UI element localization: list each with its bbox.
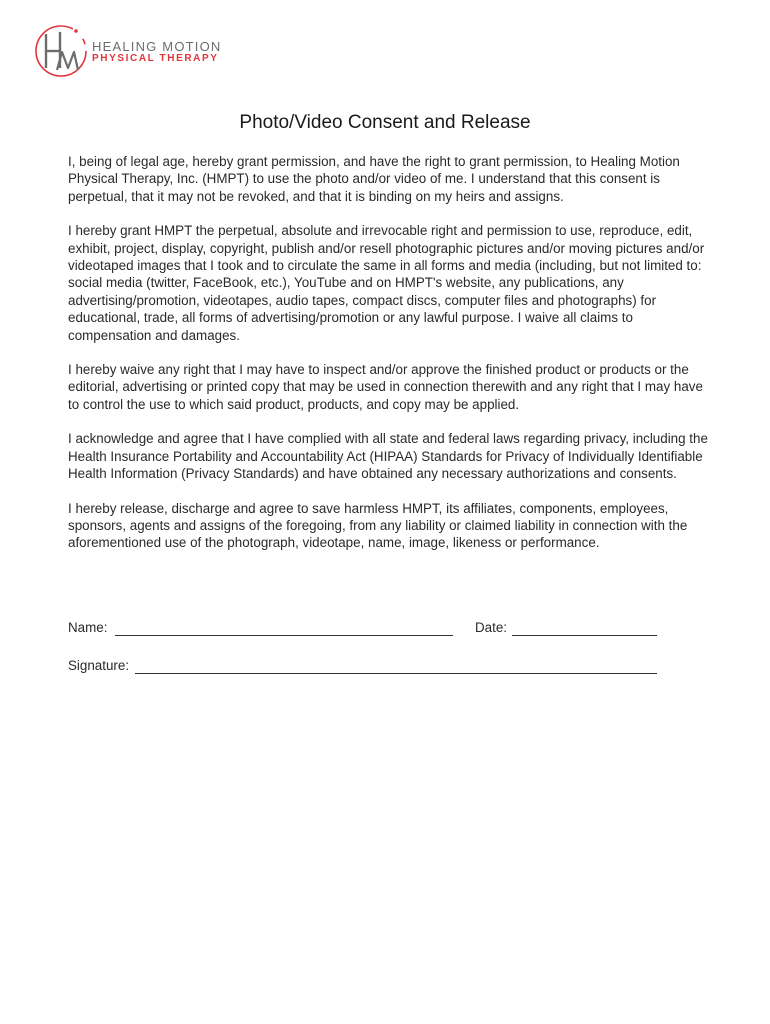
date-field[interactable]: [512, 635, 657, 636]
logo-line-physical-therapy: PHYSICAL THERAPY: [92, 53, 219, 64]
signature-field[interactable]: [135, 673, 657, 674]
paragraph-release-liability: I hereby release, discharge and agree to save harmless HMPT, its affiliates, components, employees, sponsors, agents and assigns of the foregoing, from any liability or claimed liability in connection with the aforementioned use of the photograph, videotape, name, image, likeness or performance.: [68, 500, 688, 551]
signature-row: [68, 658, 668, 678]
paragraph-waive-inspection: I hereby waive any right that I may have to inspect and/or approve the finished product or products or the editorial, advertising or printed copy that may be used in connection therewith and any right that I may have to control the use to which said product, products, and copy may be applied.: [68, 362, 703, 412]
name-date-row: [68, 620, 668, 640]
logo-line-healing-motion: HEALING MOTION: [92, 39, 222, 54]
signature-label: Signature:: [68, 658, 130, 673]
paragraph-privacy-compliance: I acknowledge and agree that I have complied with all state and federal laws regarding privacy, including the Health Insurance Portability and Accountability Act (HIPAA) Standards for Privacy of Individually Identifiable Health Information (Privacy Standards) and have obtained any necessary authorizations and consents.: [68, 431, 708, 482]
paragraph-grant-permission: I, being of legal age, hereby grant permission, and have the right to grant permission, to Healing Motion Physical Therapy, Inc. (HMPT) to use the photo and/or video of me. I understand that this consent is perpetual, that it may not be revoked, and that it is binding on my heirs and assigns.: [68, 154, 680, 204]
logo-wordmark: [92, 40, 221, 64]
paragraph-usage-rights: I hereby grant HMPT the perpetual, absolute and irrevocable right and permission to use, reproduce, edit, exhibit, project, display, copyright, publish and/or resell photographic pictures and/or moving pictures and/or videotaped images that I took and to circulate the same in all forms and media (including, but not limited to: social media (twitter, FaceBook, etc.), YouTube and on HMPT's website, any publications, any advertising/promotion, videotapes, audio tapes, compact discs, computer files and photographs) for educational, trade, all forms of advertising/promotion or any lawful purpose. I waive all claims to compensation and damages.: [68, 223, 705, 343]
logo-mark-icon: [33, 22, 93, 82]
name-label: Name:: [68, 620, 108, 635]
company-logo: [33, 22, 233, 82]
document-body: [68, 153, 708, 569]
name-field[interactable]: [115, 635, 453, 636]
document-title: Photo/Video Consent and Release: [239, 112, 531, 133]
date-label: Date:: [475, 620, 508, 635]
signature-fields: [68, 620, 668, 678]
